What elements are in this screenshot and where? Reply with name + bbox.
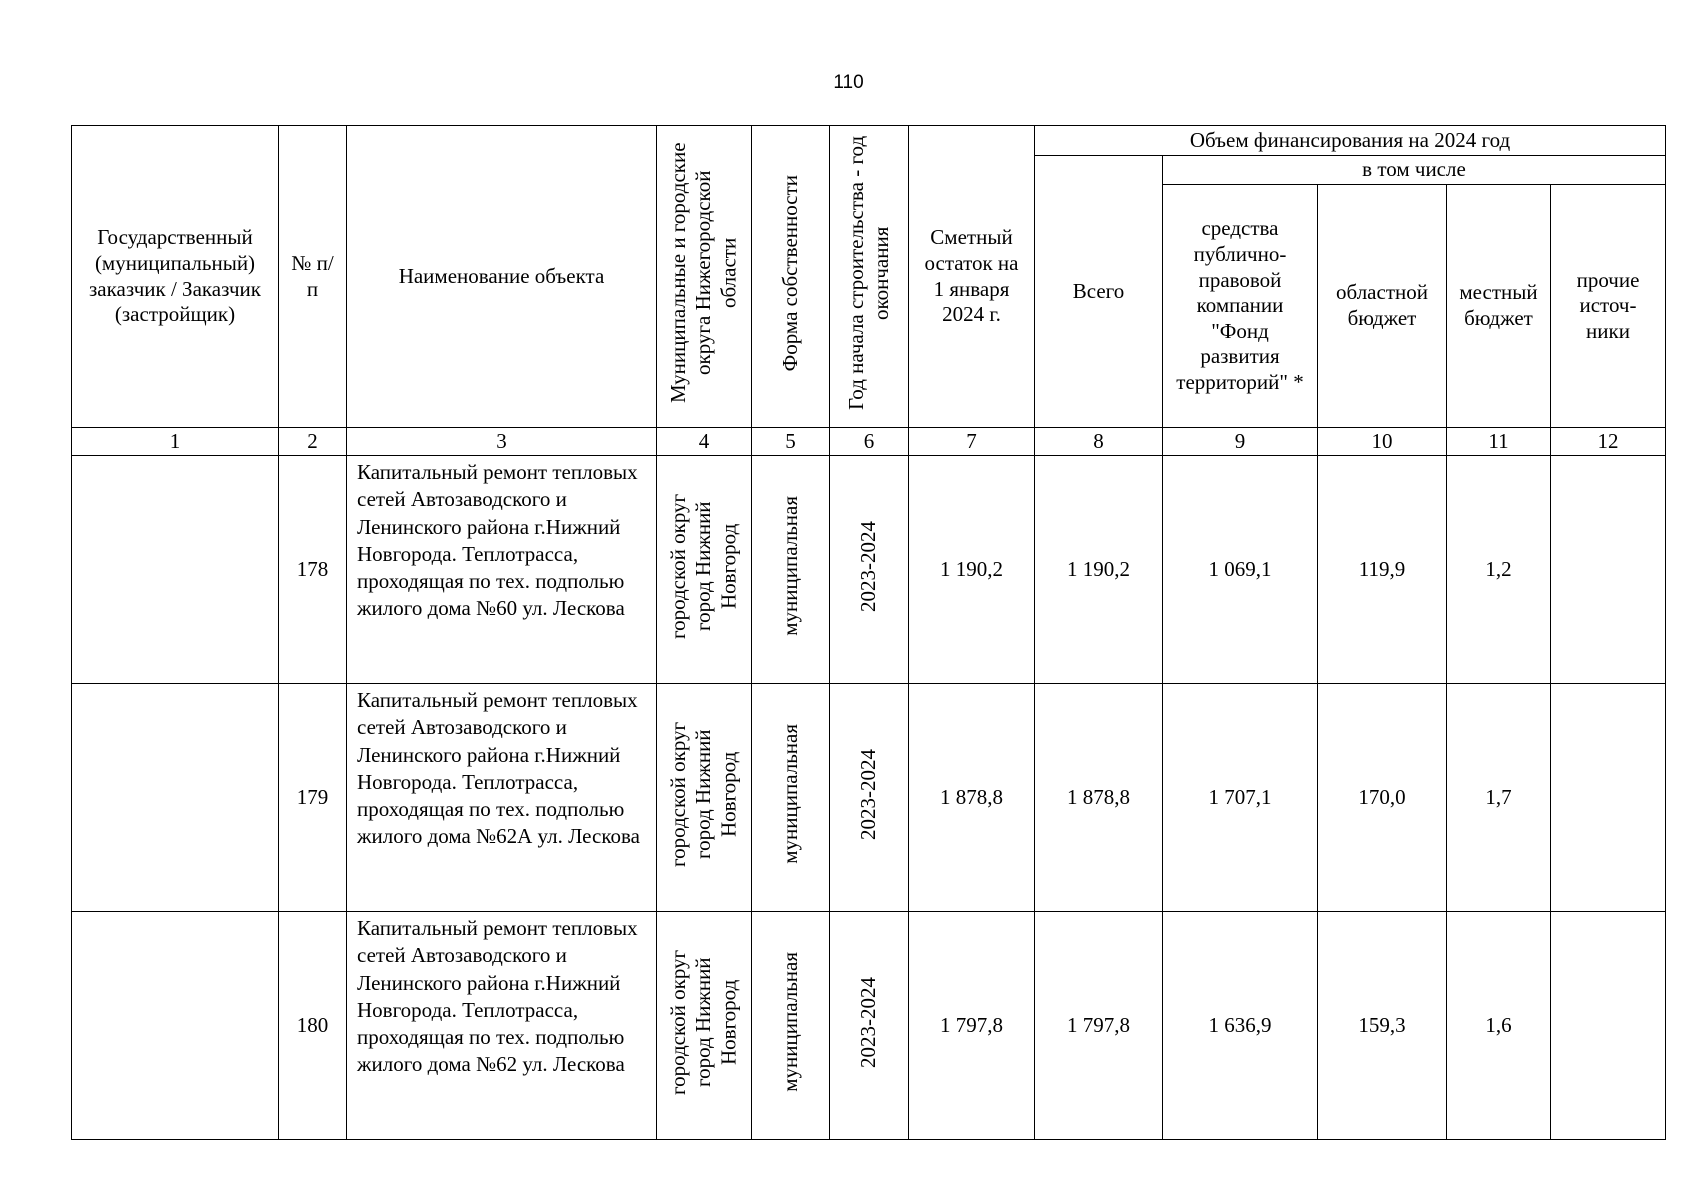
column-index: 10 — [1318, 428, 1447, 456]
cell-number: 178 — [279, 456, 347, 684]
cell-municipality — [657, 456, 752, 684]
header-object-name: Наименование объекта — [347, 126, 657, 428]
cell-years — [830, 912, 909, 1140]
cell-municipality — [657, 912, 752, 1140]
table-header — [72, 126, 1666, 456]
page-number: 110 — [833, 72, 864, 93]
cell-years-text: 2023-2024 — [856, 520, 881, 612]
cell-other — [1551, 912, 1666, 1140]
cell-estimate-balance: 1 797,8 — [909, 912, 1035, 1140]
column-index: 3 — [347, 428, 657, 456]
cell-ownership — [752, 912, 830, 1140]
column-index: 11 — [1447, 428, 1551, 456]
cell-regional: 159,3 — [1318, 912, 1447, 1140]
cell-fund: 1 069,1 — [1163, 456, 1318, 684]
cell-customer — [72, 456, 279, 684]
cell-fund: 1 636,9 — [1163, 912, 1318, 1140]
cell-municipality-text: городской округ город Нижний Новгород — [666, 493, 741, 639]
cell-years-text: 2023-2024 — [856, 976, 881, 1068]
header-customer: Государственный (муниципальный) заказчик / Заказчик (застройщик) — [72, 126, 279, 428]
cell-ownership-text: муниципальная — [777, 724, 802, 865]
header-estimate-balance: Сметный остаток на 1 января 2024 г. — [909, 126, 1035, 428]
column-index: 9 — [1163, 428, 1318, 456]
cell-estimate-balance: 1 190,2 — [909, 456, 1035, 684]
cell-local: 1,6 — [1447, 912, 1551, 1140]
table-row — [72, 684, 1666, 912]
column-index: 12 — [1551, 428, 1666, 456]
cell-local: 1,2 — [1447, 456, 1551, 684]
cell-customer — [72, 684, 279, 912]
cell-municipality-text: городской округ город Нижний Новгород — [666, 721, 741, 867]
cell-regional: 170,0 — [1318, 684, 1447, 912]
column-index: 8 — [1035, 428, 1163, 456]
column-index: 4 — [657, 428, 752, 456]
cell-estimate-balance: 1 878,8 — [909, 684, 1035, 912]
cell-ownership — [752, 456, 830, 684]
header-years — [830, 126, 909, 428]
cell-municipality — [657, 684, 752, 912]
cell-object-name: Капитальный ремонт тепловых сетей Автозаводского и Ленинского района г.Нижний Новгорода. Теплотрасса, проходящая по тех. подполью жилого дома №62А ул. Лескова — [347, 684, 657, 912]
cell-total: 1 797,8 — [1035, 912, 1163, 1140]
cell-regional: 119,9 — [1318, 456, 1447, 684]
header-ownership-text: Форма собственности — [777, 175, 802, 372]
cell-local: 1,7 — [1447, 684, 1551, 912]
header-number: № п/п — [279, 126, 347, 428]
column-index: 5 — [752, 428, 830, 456]
cell-total: 1 878,8 — [1035, 684, 1163, 912]
column-index: 2 — [279, 428, 347, 456]
cell-municipality-text: городской округ город Нижний Новгород — [666, 949, 741, 1095]
header-including: в том числе — [1163, 156, 1666, 185]
header-funding-group: Объем финансирования на 2024 год — [1035, 126, 1666, 156]
table-row — [72, 456, 1666, 684]
cell-object-name: Капитальный ремонт тепловых сетей Автозаводского и Ленинского района г.Нижний Новгорода. Теплотрасса, проходящая по тех. подполью жилого дома №60 ул. Лескова — [347, 456, 657, 684]
header-years-text: Год начала строительства - год окончания — [843, 136, 893, 411]
cell-ownership-text: муниципальная — [777, 952, 802, 1093]
header-regional: областной бюджет — [1318, 185, 1447, 428]
header-total: Всего — [1035, 156, 1163, 428]
cell-ownership — [752, 684, 830, 912]
header-fund: средства публично-правовой компании "Фонд развития территорий" * — [1163, 185, 1318, 428]
header-municipalities — [657, 126, 752, 428]
cell-number: 179 — [279, 684, 347, 912]
column-index: 7 — [909, 428, 1035, 456]
cell-years — [830, 456, 909, 684]
header-local: местный бюджет — [1447, 185, 1551, 428]
financing-table — [71, 125, 1666, 1140]
table-body — [72, 456, 1666, 1140]
cell-years-text: 2023-2024 — [856, 748, 881, 840]
cell-number: 180 — [279, 912, 347, 1140]
cell-customer — [72, 912, 279, 1140]
cell-total: 1 190,2 — [1035, 456, 1163, 684]
header-other: прочие источ-ники — [1551, 185, 1666, 428]
column-index-row — [72, 428, 1666, 456]
cell-years — [830, 684, 909, 912]
cell-fund: 1 707,1 — [1163, 684, 1318, 912]
cell-object-name: Капитальный ремонт тепловых сетей Автозаводского и Ленинского района г.Нижний Новгорода. Теплотрасса, проходящая по тех. подполью жилого дома №62 ул. Лескова — [347, 912, 657, 1140]
column-index: 6 — [830, 428, 909, 456]
cell-other — [1551, 456, 1666, 684]
header-ownership — [752, 126, 830, 428]
column-index: 1 — [72, 428, 279, 456]
header-municipalities-text: Муниципальные и городские округа Нижегородской области — [666, 142, 741, 404]
cell-ownership-text: муниципальная — [777, 496, 802, 637]
table-row — [72, 912, 1666, 1140]
cell-other — [1551, 684, 1666, 912]
